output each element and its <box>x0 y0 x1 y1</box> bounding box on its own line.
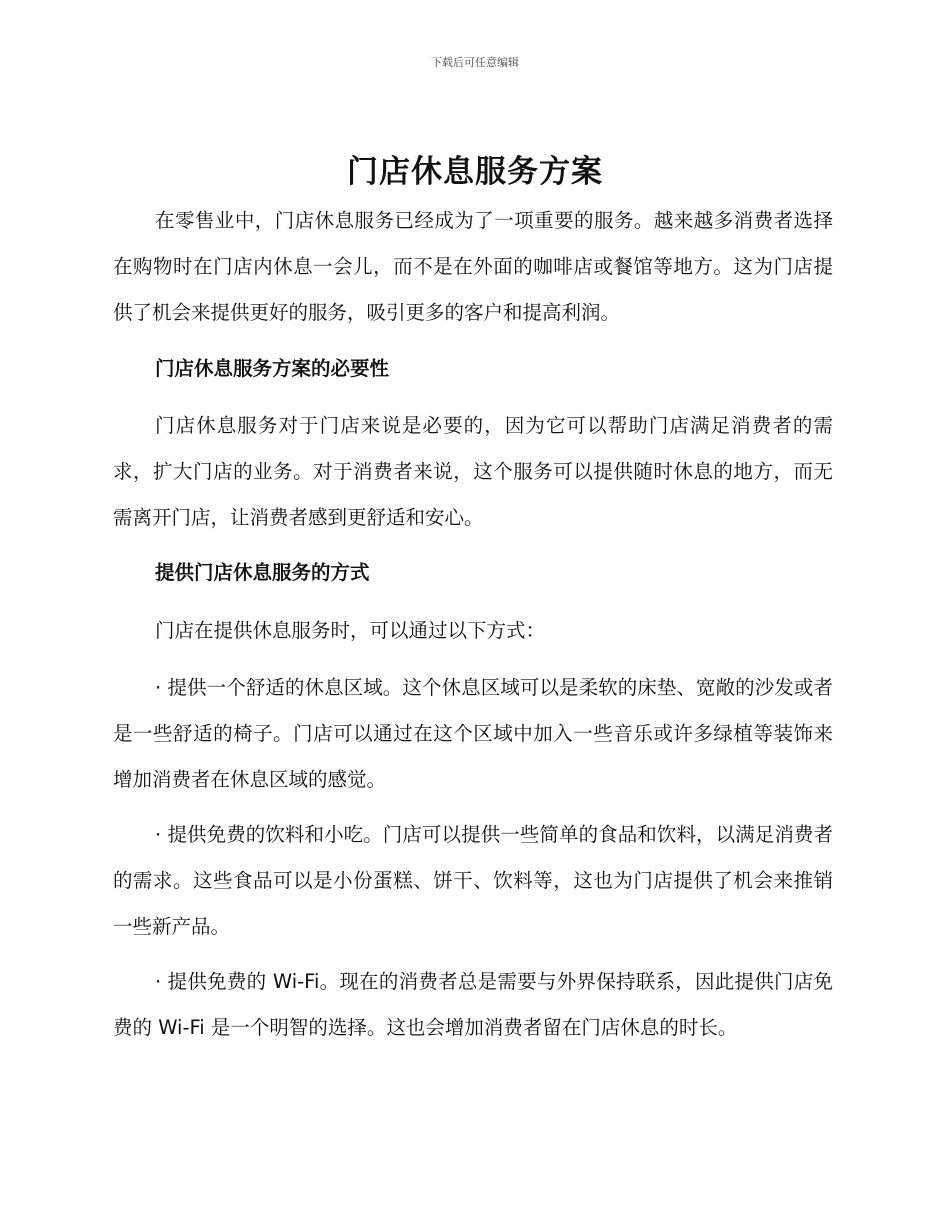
necessity-paragraph: 门店休息服务对于门店来说是必要的，因为它可以帮助门店满足消费者的需求，扩大门店的业务。对于消费者来说，这个服务可以提供随时休息的地方，而无需离开门店，让消费者感到更舒适和安心。 <box>113 414 833 529</box>
bullet-free-wifi: · 提供免费的 Wi-Fi。现在的消费者总是需要与外界保持联系，因此提供门店免费的 Wi-Fi 是一个明智的选择。这也会增加消费者留在门店休息的时长。 <box>113 970 833 1039</box>
methods-intro-paragraph: 门店在提供休息服务时，可以通过以下方式： <box>155 619 546 642</box>
header-note: 下载后可任意编辑 <box>431 56 519 69</box>
document-title: 门店休息服务方案 <box>347 154 603 190</box>
section-heading-methods: 提供门店休息服务的方式 <box>155 561 370 584</box>
bullet-free-snacks: · 提供免费的饮料和小吃。门店可以提供一些简单的食品和饮料，以满足消费者的需求。这些食品可以是小份蛋糕、饼干、饮料等，这也为门店提供了机会来推销一些新产品。 <box>113 823 833 938</box>
intro-paragraph: 在零售业中，门店休息服务已经成为了一项重要的服务。越来越多消费者选择在购物时在门店内休息一会儿，而不是在外面的咖啡店或餐馆等地方。这为门店提供了机会来提供更好的服务，吸引更多的客户和提高利润。 <box>113 209 833 324</box>
bullet-comfortable-area: · 提供一个舒适的休息区域。这个休息区域可以是柔软的床垫、宽敞的沙发或者是一些舒适的椅子。门店可以通过在这个区域中加入一些音乐或许多绿植等装饰来增加消费者在休息区域的感觉。 <box>113 676 833 791</box>
section-heading-necessity: 门店休息服务方案的必要性 <box>155 357 390 380</box>
